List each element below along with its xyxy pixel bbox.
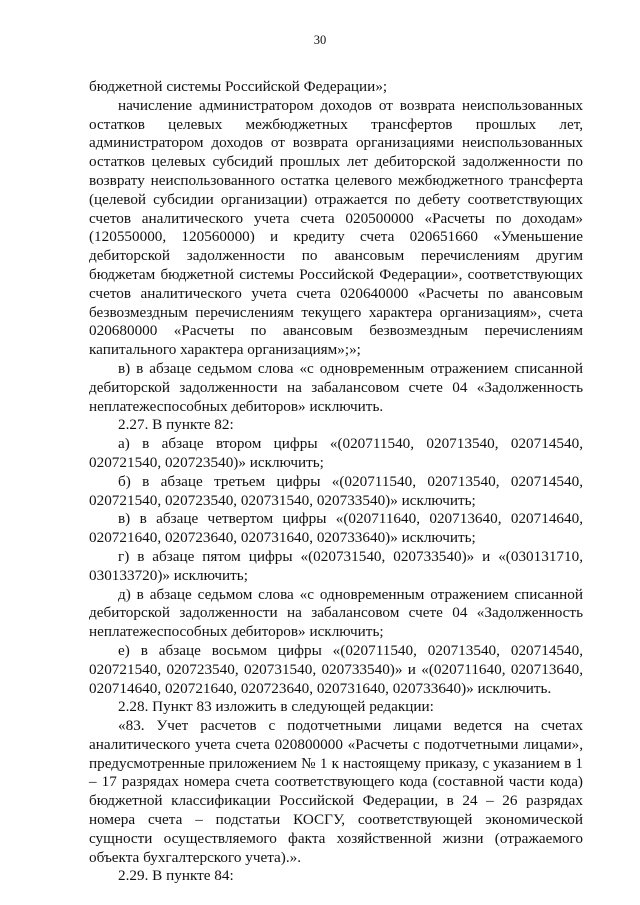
paragraph: а) в абзаце втором цифры «(020711540, 020713540, 020714540, 020721540, 020723540)» исключить;	[89, 435, 583, 471]
page-number: 30	[313, 33, 327, 47]
paragraph: е) в абзаце восьмом цифры «(020711540, 020713540, 020714540, 020721540, 020723540, 020731540, 020733540)» и «(020711640, 020713640, 020714640, 020721640, 020723640, 020731640, 020733640)» исключить.	[89, 641, 583, 697]
paragraph: 2.27. В пункте 82:	[118, 416, 234, 434]
paragraph: бюджетной системы Российской Федерации»;	[89, 78, 388, 95]
paragraph: 2.28. Пункт 83 изложить в следующей редакции:	[118, 698, 434, 716]
paragraph: 2.29. В пункте 84:	[118, 867, 234, 885]
paragraph: начисление администратором доходов от возврата неиспользованных остатков целевых межбюджетных трансфертов прошлых лет, администратором доходов от возврата организациями неиспользованных остатков целевых субсидий прошлых лет дебиторской задолженности по возврату неиспользованного остатка целевого межбюджетного трансферта (целевой субсидии организации) отражается по дебету соответствующих счетов аналитического учета счета 020500000 «Расчеты по доходам» (120550000, 120560000) и кредиту счета 020651660 «Уменьшение дебиторской задолженности по авансовым перечислениям другим бюджетам бюджетной системы Российской Федерации», соответствующих счетов аналитического учета счета 020640000 «Расчеты по авансовым безвозмездным перечислениям текущего характера организациям», счета 020680000 «Расчеты по авансовым безвозмездным перечислениям капитального характера организациям»;»;	[89, 96, 583, 359]
document-body	[89, 78, 583, 886]
paragraph: в) в абзаце седьмом слова «с одновременным отражением списанной дебиторской задолженности на забалансовом счете 04 «Задолженность неплатежеспособных дебиторов» исключить.	[89, 359, 583, 415]
paragraph: «83. Учет расчетов с подотчетными лицами ведется на счетах аналитического учета счета 020800000 «Расчеты с подотчетными лицами», предусмотренные приложением № 1 к настоящему приказу, с указанием в 1 – 17 разрядах номера счета соответствующего кода (составной части кода) бюджетной классификации Российской Федерации, в 24 – 26 разрядах номера счета – подстатьи КОСГУ, соответствующей экономической сущности осуществляемого факта хозяйственной жизни (отражаемого объекта бухгалтерского учета).».	[89, 717, 583, 866]
paragraph: в) в абзаце четвертом цифры «(020711640, 020713640, 020714640, 020721640, 020723640, 020731640, 020733640)» исключить;	[89, 510, 583, 547]
paragraph: б) в абзаце третьем цифры «(020711540, 020713540, 020714540, 020721540, 020723540, 020731540, 020733540)» исключить;	[89, 472, 583, 509]
paragraph: г) в абзаце пятом цифры «(020731540, 020733540)» и «(030131710, 030133720)» исключить;	[89, 547, 583, 584]
paragraph: д) в абзаце седьмом слова «с одновременным отражением списанной дебиторской задолженности на забалансовом счете 04 «Задолженность неплатежеспособных дебиторов» исключить;	[89, 585, 583, 641]
